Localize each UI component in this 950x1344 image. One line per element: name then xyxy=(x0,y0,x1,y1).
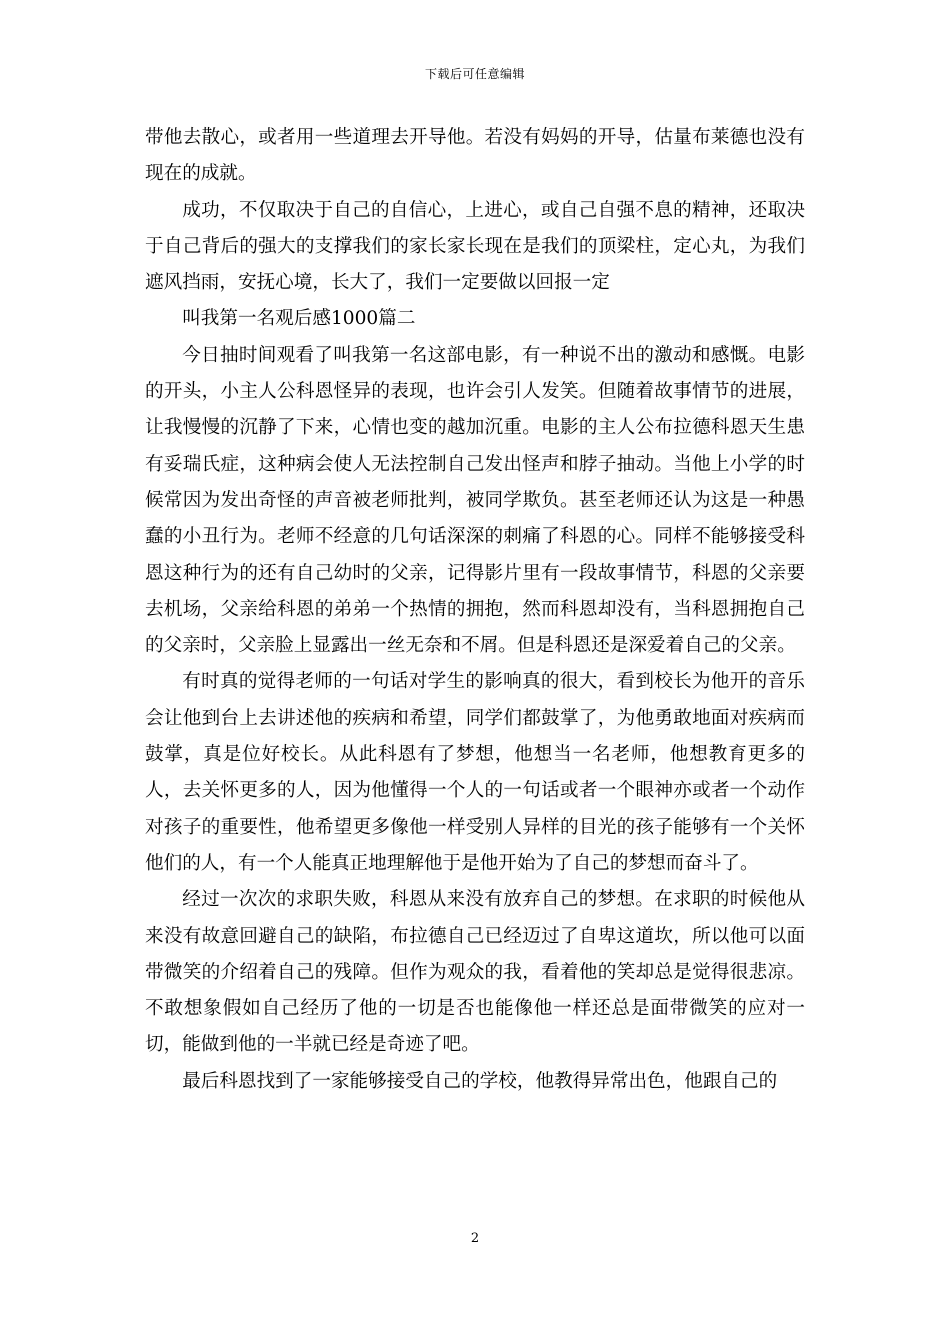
paragraph: 最后科恩找到了一家能够接受自己的学校，他教得异常出色，他跟自己的 xyxy=(182,1070,778,1092)
paragraph-continuation: 带他去散心，或者用一些道理去开导他。若没有妈妈的开导，估量布莱德也没有现在的成就。 xyxy=(145,127,805,185)
paragraph: 今日抽时间观看了叫我第一名这部电影，有一种说不出的激动和感慨。电影的开头，小主人公科恩怪异的表现，也许会引人发笑。但随着故事情节的进展，让我慢慢的沉静了下来，心情也变的越加沉重。电影的主人公布拉德科恩天生患有妥瑞氏症，这种病会使人无法控制自己发出怪声和脖子抽动。当他上小学的时候常因为发出奇怪的声音被老师批判，被同学欺负。甚至老师还认为这是一种愚蠢的小丑行为。老师不经意的几句话深深的刺痛了科恩的心。同样不能够接受科恩这种行为的还有自己幼时的父亲，记得影片里有一段故事情节，科恩的父亲要去机场，父亲给科恩的弟弟一个热情的拥抱，然而科恩却没有，当科恩拥抱自己的父亲时，父亲脸上显露出一丝无奈和不屑。但是科恩还是深爱着自己的父亲。 xyxy=(145,344,805,657)
page-number: 2 xyxy=(470,1231,480,1246)
section-heading: 叫我第一名观后感1000篇二 xyxy=(182,308,416,330)
paragraph: 成功，不仅取决于自己的自信心，上进心，或自己自强不息的精神，还取决于自己背后的强大的支撑我们的家长家长现在是我们的顶梁柱，定心丸，为我们遮风挡雨，安抚心境，长大了，我们一定要做以回报一定 xyxy=(145,199,805,294)
paragraph: 有时真的觉得老师的一句话对学生的影响真的很大，看到校长为他开的音乐会让他到台上去讲述他的疾病和希望，同学们都鼓掌了，为他勇敢地面对疾病而鼓掌，真是位好校长。从此科恩有了梦想，他想当一名老师，他想教育更多的人，去关怀更多的人，因为他懂得一个人的一句话或者一个眼神亦或者一个动作对孩子的重要性，他希望更多像他一样受别人异样的目光的孩子能够有一个关怀他们的人，有一个人能真正地理解他于是他开始为了自己的梦想而奋斗了。 xyxy=(145,671,805,874)
paragraph: 经过一次次的求职失败，科恩从来没有放弃自己的梦想。在求职的时候他从来没有故意回避自己的缺陷，布拉德自己已经迈过了自卑这道坎，所以他可以面带微笑的介绍着自己的残障。但作为观众的我，看着他的笑却总是觉得很悲凉。不敢想象假如自己经历了他的一切是否也能像他一样还总是面带微笑的应对一切，能做到他的一半就已经是奇迹了吧。 xyxy=(145,889,805,1056)
page-header: 下载后可任意编辑 xyxy=(424,67,525,81)
document-body xyxy=(145,120,805,1100)
